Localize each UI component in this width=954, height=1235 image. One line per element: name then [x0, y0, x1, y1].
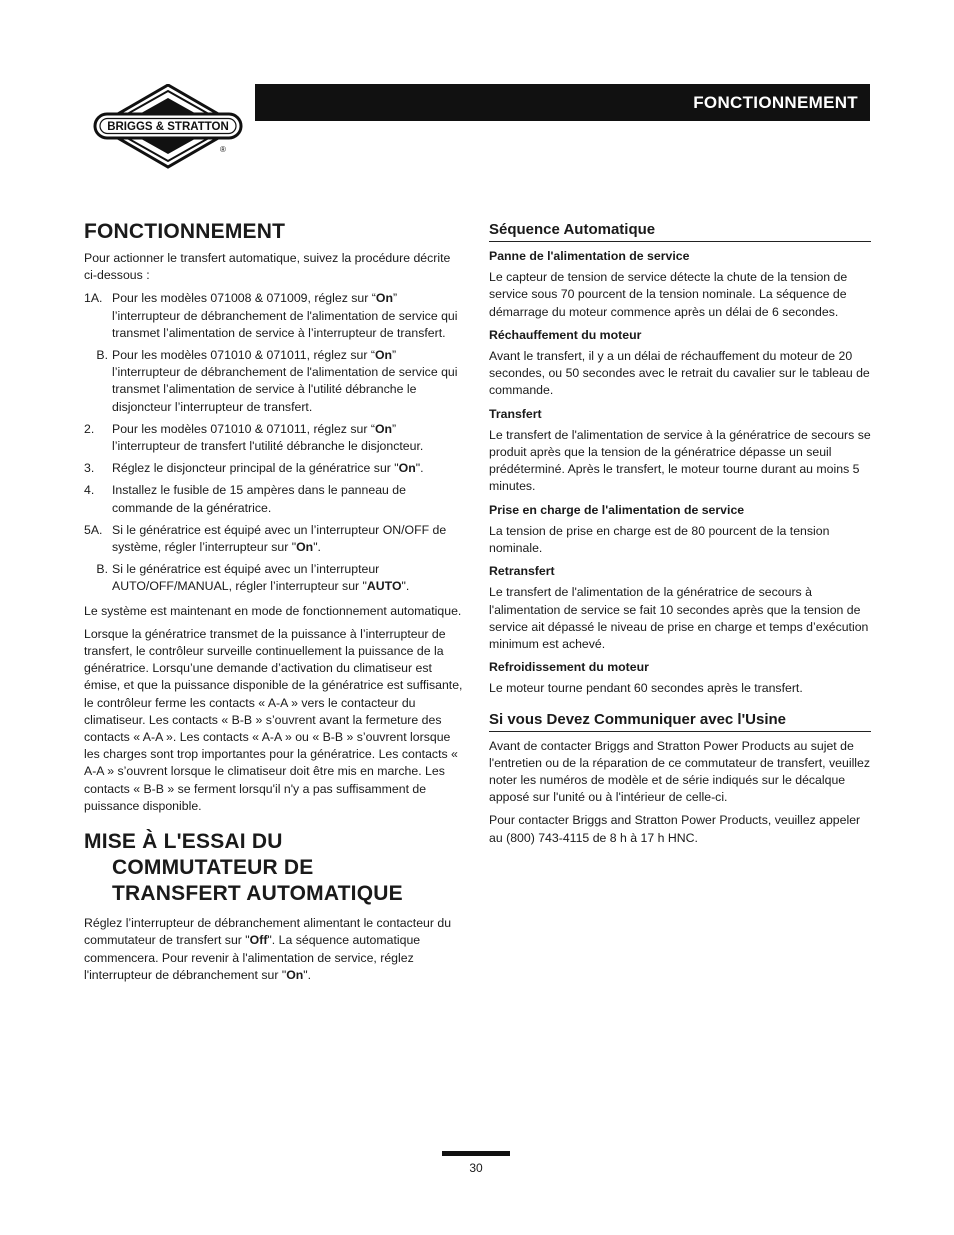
- sequence-item: [489, 327, 871, 400]
- essai-title-line1: MISE À L'ESSAI DU: [84, 830, 283, 854]
- sequence-item-text: Le capteur de tension de service détecte la chute de la tension de service sous 70 pourcent de la tension nominale. La séquence de démarrage du moteur commence après un délai de 6 secondes.: [489, 270, 848, 319]
- sequence-item-text: Avant le transfert, il y a un délai de réchauffement du moteur de 20 secondes, ou 50 secondes avec le retrait du cavalier sur le tableau de commande.: [489, 349, 870, 398]
- step-5b: [84, 561, 464, 595]
- footer-bar: [442, 1151, 510, 1156]
- step-bold-setting: On: [398, 461, 416, 476]
- essai-title: [84, 829, 464, 907]
- step-2: [84, 421, 464, 455]
- sequence-item: [489, 248, 871, 321]
- usine-title: Si vous Devez Communiquer avec l'Usine: [489, 710, 871, 732]
- registered-mark: ®: [220, 145, 226, 154]
- step-number: 1A.: [84, 291, 103, 306]
- step-1b: [84, 347, 464, 416]
- sequence-item: [489, 659, 871, 697]
- essai-title-line2: COMMUTATEUR DE: [112, 856, 314, 880]
- sequence-item: [489, 502, 871, 558]
- sequence-item-heading: Refroidissement du moteur: [489, 660, 649, 675]
- usine-paragraph-2: Pour contacter Briggs and Stratton Power Products, veuillez appeler au (800) 743-4115 de 8 h à 17 h HNC.: [489, 813, 861, 845]
- essai-title-line3: TRANSFERT AUTOMATIQUE: [112, 882, 403, 906]
- essai-text: Réglez l’interrupteur de débranchement alimentant le contacteur du commutateur de transfert sur ": [84, 916, 452, 948]
- sequence-title: Séquence Automatique: [489, 220, 871, 242]
- sequence-item-text: Le transfert de l'alimentation de la génératrice de secours à l'alimentation de service se fait 10 secondes après que la tension de service ait dépassé le niveau de prise en charge et temps d’exécution minimum est achevé.: [489, 585, 869, 652]
- usine-paragraph-1: Avant de contacter Briggs and Stratton Power Products au sujet de l'entretien ou de la réparation de ce commutateur de transfert, veuillez noter les numéros de modèle et de série indiqués sur le décalque apposé sur l'unité ou à l'intérieur de celle-ci.: [489, 738, 871, 805]
- step-bold-setting: On: [375, 291, 393, 306]
- step-number: 2.: [84, 421, 95, 436]
- step-number: 3.: [84, 461, 95, 476]
- briggs-stratton-logo: [92, 84, 244, 170]
- step-bold-setting: AUTO: [366, 579, 402, 594]
- left-column: [84, 220, 464, 990]
- step-bold-setting: On: [296, 540, 314, 555]
- essai-text: ".: [303, 967, 312, 982]
- essai-bold-off: Off: [249, 933, 268, 948]
- page-number: 30: [469, 1161, 483, 1175]
- step-text: ".: [415, 461, 424, 476]
- step-number: B.: [96, 562, 108, 577]
- mode-paragraph: Le système est maintenant en mode de fonctionnement automatique.: [84, 603, 462, 618]
- section-header-title: FONCTIONNEMENT: [693, 93, 858, 112]
- step-text: ” l’interrupteur de débranchement de l'alimentation de service qui transmet l’alimentation de service à l'utilité débranche le disjoncteur l’interrupteur de transfert.: [112, 348, 458, 414]
- step-5a: [84, 522, 464, 556]
- sequence-item-heading: Réchauffement du moteur: [489, 327, 642, 342]
- step-number: 5A.: [84, 522, 103, 537]
- step-4: [84, 482, 464, 516]
- step-text: Pour les modèles 071008 & 071009, réglez sur “: [112, 291, 376, 306]
- procedure-steps: [84, 290, 464, 595]
- step-bold-setting: On: [374, 348, 393, 363]
- step-text: ” l’interrupteur de débranchement de l'alimentation de service qui transmet l’alimentation de service à l’interrupteur de transfert.: [112, 291, 458, 340]
- step-text: Pour les modèles 071010 & 071011, réglez sur “: [112, 421, 375, 436]
- step-number: 4.: [84, 483, 95, 498]
- step-text: Pour les modèles 071010 & 071011, réglez sur “: [112, 348, 375, 363]
- step-text: Installez le fusible de 15 ampères dans le panneau de commande de la génératrice.: [112, 483, 406, 515]
- step-text: Si le génératrice est équipé avec un l’interrupteur ON/OFF de système, régler l’interrupteur sur ": [112, 522, 447, 555]
- essai-text: ". La séquence automatique commencera. Pour revenir à l'alimentation de service, réglez l'interrupteur de débranchement sur ": [84, 933, 421, 982]
- sequence-item-heading: Prise en charge de l'alimentation de service: [489, 502, 745, 517]
- step-text: ” l’interrupteur de transfert l'utilité débranche le disjoncteur.: [112, 421, 424, 454]
- fonctionnement-title: FONCTIONNEMENT: [84, 220, 286, 243]
- power-paragraph: Lorsque la génératrice transmet de la puissance à l’interrupteur de transfert, le contrôleur surveille continuellement la puissance de la génératrice. Lorsqu’une demande d’activation du climatiseur est émise, et que la puissance disponible de la génératrice est suffisante, le contrôleur ferme les contacts « A-A » vers le contacteur du climatiseur. Les contacts « B-B » s’ouvrent avant la fermeture des contacts « A-A ». Les contacts « A-A » ou « B-B » s’ouvrent lorsque les charges sont trop importantes pour la génératrice. Les contacts « A-A » s’ouvrent lorsque le climatiseur doit être mis en marche. Les contacts « B-B » se ferment lorsqu'il n'y a pas suffisamment de puissance disponible.: [84, 626, 463, 813]
- sequence-item-text: Le transfert de l'alimentation de service à la génératrice de secours se produit après que la tension de la génératrice dépasse un seuil prédéterminé. Après le transfert, le moteur tourne durant au moins 5 minutes.: [489, 427, 871, 494]
- section-header-bar: [255, 84, 870, 121]
- sequence-item: [489, 563, 871, 653]
- step-1a: [84, 290, 464, 342]
- step-text: ".: [313, 540, 321, 555]
- sequence-item-heading: Transfert: [489, 406, 542, 421]
- step-text: Réglez le disjoncteur principal de la génératrice sur ": [112, 461, 399, 476]
- sequence-item: [489, 406, 871, 496]
- right-column: [489, 220, 871, 853]
- step-number: B.: [96, 348, 108, 363]
- essai-paragraph: [84, 915, 464, 984]
- sequence-item-text: La tension de prise en charge est de 80 pourcent de la tension nominale.: [489, 523, 830, 556]
- sequence-item-heading: Panne de l'alimentation de service: [489, 249, 690, 263]
- intro-paragraph: Pour actionner le transfert automatique, suivez la procédure décrite ci-dessous :: [84, 251, 451, 283]
- step-bold-setting: On: [374, 421, 393, 436]
- sequence-item-text: Le moteur tourne pendant 60 secondes après le transfert.: [489, 681, 803, 696]
- step-text: ".: [401, 579, 410, 594]
- sequence-item-heading: Retransfert: [489, 564, 555, 579]
- step-3: [84, 460, 464, 477]
- essai-bold-on: On: [286, 967, 304, 982]
- step-text: Si le génératrice est équipé avec un l’interrupteur AUTO/OFF/MANUAL, régler l’interrupteur sur ": [112, 562, 380, 594]
- logo-brand-text: BRIGGS & STRATTON: [107, 121, 229, 133]
